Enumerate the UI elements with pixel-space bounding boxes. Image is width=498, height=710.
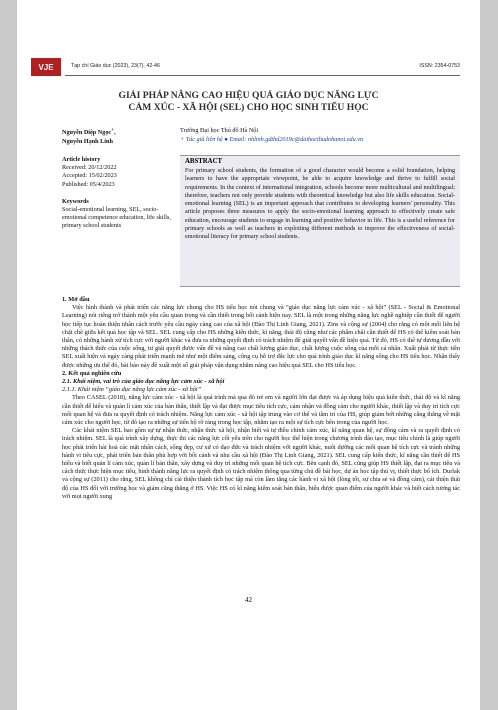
journal-citation: Tạp chí Giáo dục (2023), 23(7), 42-46 [71,63,160,69]
paragraph: Các khái niệm SEL bao gồm sự tự nhận thức, nhận thức xã hội, nhận biết và tự điều chỉnh cảm xúc, kĩ năng quan hệ, sự đồng cảm và ra quyết định có trách nhiệm. SEL là quá trình xây dựng, thực thi các năng lực cốt yếu trên cho người học thể hiện trong chương trình đào tạo, mục tiêu chính là giúp người học phát triển hài hoà các mặt nhân cách, sống đẹp, cư xử có đạo đức và trách nhiệm với người khác, nuôi dưỡng các mối quan hệ tích cực và tránh những hành vi tiêu cực, phát triển bản thân phù hợp với bối cảnh và nhu cầu xã hội (Đào Thị Linh Giang, 2021). SEL cung cấp kiến thức, kĩ năng cần thiết để HS hiểu và biết quản lí cảm xúc, quản lí bản thân, xây dựng và duy trì những mối quan hệ tích cực. Bên cạnh đó, SEL cũng giúp HS thiết lập, đạt ra mục tiêu và cách thức thực hiện mục tiêu, hình thành năng lực ra quyết định có trách nhiệm thông qua từng chủ đề bài học, dự án học tập thú vị, thiết thực bổ ích. Durlak và cộng sự (2011) cho rằng, SEL không chỉ cải thiện thành tích học tập mà còn làm tăng các hành vi xã hội (lòng tốt, sự chia sẻ và đồng cảm), cải thiện thái độ của HS đối với trường học và giảm căng thẳng ở HS. Việc HS có kĩ năng kiểm soát bản thân, hiểu được quan điểm của người khác và biết cách tương tác với mọi người xung [62,427,460,500]
page-number: 42 [245,596,252,604]
author-1-mark: + [111,127,115,133]
journal-header [17,58,480,76]
corresponding-email[interactable]: + Tác giả liên hệ ● Email: nhlinh.gdthd2019c@daihocthudohanoi.edu.vn [180,136,364,143]
abstract-heading: ABSTRACT [185,158,223,165]
abstract-box [180,155,460,287]
header-divider [65,75,460,76]
affiliation: Trường Đại học Thủ đô Hà Nội [180,127,259,134]
paper-page [17,0,480,710]
body-text [62,296,460,501]
affiliation-block [180,126,363,144]
keywords-heading: Keywords [62,197,89,205]
published-date: Published: 05/4/2023 [62,180,115,188]
issn: ISSN: 2354-0753 [419,63,460,69]
section-heading-results: 2. Kết quả nghiên cứu [62,369,122,377]
article-info [62,156,172,231]
abstract-text: For primary school students, the formation of a good character would become a solid foundation, helping learners to have the appropriate viewpoint, be able to acquire knowledge and thrive to fulfill social requirements. In the context of international integration, schools become more multicultural and multilingual; therefore, teachers not only provide students with theoretical knowledge but also life skills education. Social-emotional learning (SEL) is an important approach that contributes to developing learners' personality. This article proposes three measures to apply the socio-emotional learning approach to effectively create safe education, encourage students to engage in learning and positive behavior in life. This is a useful reference for primary schools as well as teachers in exploiting different methods to improve the effectiveness of social-emotional literacy for primary school students. [185,168,455,241]
author-1: Nguyễn Diệp Ngọc+, [62,127,116,137]
author-2: Nguyễn Hạnh Linh [62,138,113,146]
journal-logo: VJE [31,58,61,76]
subsubsection-heading: 2.1.1. Khái niệm “giáo dục năng lực cảm xúc - xã hội” [62,386,202,394]
title-line-2: CẢM XÚC - XÃ HỘI (SEL) CHO HỌC SINH TIỂU HỌC [128,101,369,113]
title-line-1: GIẢI PHÁP NÂNG CAO HIỆU QUẢ GIÁO DỤC NĂNG LỰC [118,90,379,101]
paper-title [37,90,460,113]
author-list [62,126,116,146]
paragraph: Theo CASEL (2018), năng lực cảm xúc - xã hội là quá trình mà qua đó trẻ em và người lớn đạt được và áp dụng hiệu quả kiến thức, thái độ và kĩ năng cần thiết để hiểu và quản lí cảm xúc của bản thân, thiết lập và đạt được mục tiêu tích cực, cảm nhận và đồng cảm cho người khác, thiết lập và duy trì tích cực mối quan hệ và đưa ra quyết định có trách nhiệm. Năng lực cảm xúc - xã hội tập trung vào cơ thể và tâm trí của HS, giúp giảm bớt những căng thẳng về mặt cảm xúc cho người học, từ đó tạo ra những sự tiến bộ rõ ràng trong học tập, nhằm tạo ra một sự tích cực bên trong của người học. [62,394,460,427]
paragraph: Việc hình thành và phát triển các năng lực chung cho HS tiểu học nói chung và “giáo dục năng lực cảm xúc - xã hội” (SEL - Social & Emotional Learning) nói riêng trở thành một yêu cầu quan trọng và cần thiết trong bối cảnh hiện nay. SEL là một trong những năng lực nghề nghiệp cần thiết để người học tiếp tục hoàn thiện nhân cách trước yêu cầu ngày càng cao của xã hội (Đào Thị Linh Giang, 2021). Zins và cộng sự (2004) cho rằng có một mối liên hệ chặt chẽ giữa kết quả học tập và SEL. SEL cung cấp cho HS những kiến thức, kĩ năng, thái độ cũng như các phẩm chất cần thiết để HS có thể kiểm soát bản thân, có những hành xử tích cực với người khác và đưa ra những quyết định có trách nhiệm để giải quyết vấn đề hiệu quả. Từ đó, HS có thể tự dương đầu với những thách thức của cuộc sống, tư giải quyết được vấn đề và nâng cao chất lượng giáo dục, chất lượng cuộc sống của mỗi cá nhân. Xuất phát từ thực tiễn SEL xuất hiện và ngày càng phát triển mạnh mẽ như một điểm sáng, công cụ hỗ trợ đắc lực cho quá trình giáo dục kĩ năng sống cho HS tiểu học. Nhận thấy được những ưu thế đó, bài báo này đề xuất một số giải pháp vận dụng nhằm nâng cao hiệu quả SEL cho HS tiểu học. [62,304,460,369]
keywords-text: Social-emotional learning, SEL, socio-emotional competence education, life skills, primary school students [62,206,171,230]
author-1-name: Nguyễn Diệp Ngọc [62,129,112,137]
subsection-heading: 2.1. Khái niệm, vai trò của giáo dục năng lực cảm xúc - xã hội [62,378,225,386]
accepted-date: Accepted: 15/02/2023 [62,172,117,180]
history-heading: Article history [62,156,101,163]
section-heading-intro: 1. Mở đầu [62,296,90,303]
received-date: Received: 20/12/2022 [62,164,117,172]
